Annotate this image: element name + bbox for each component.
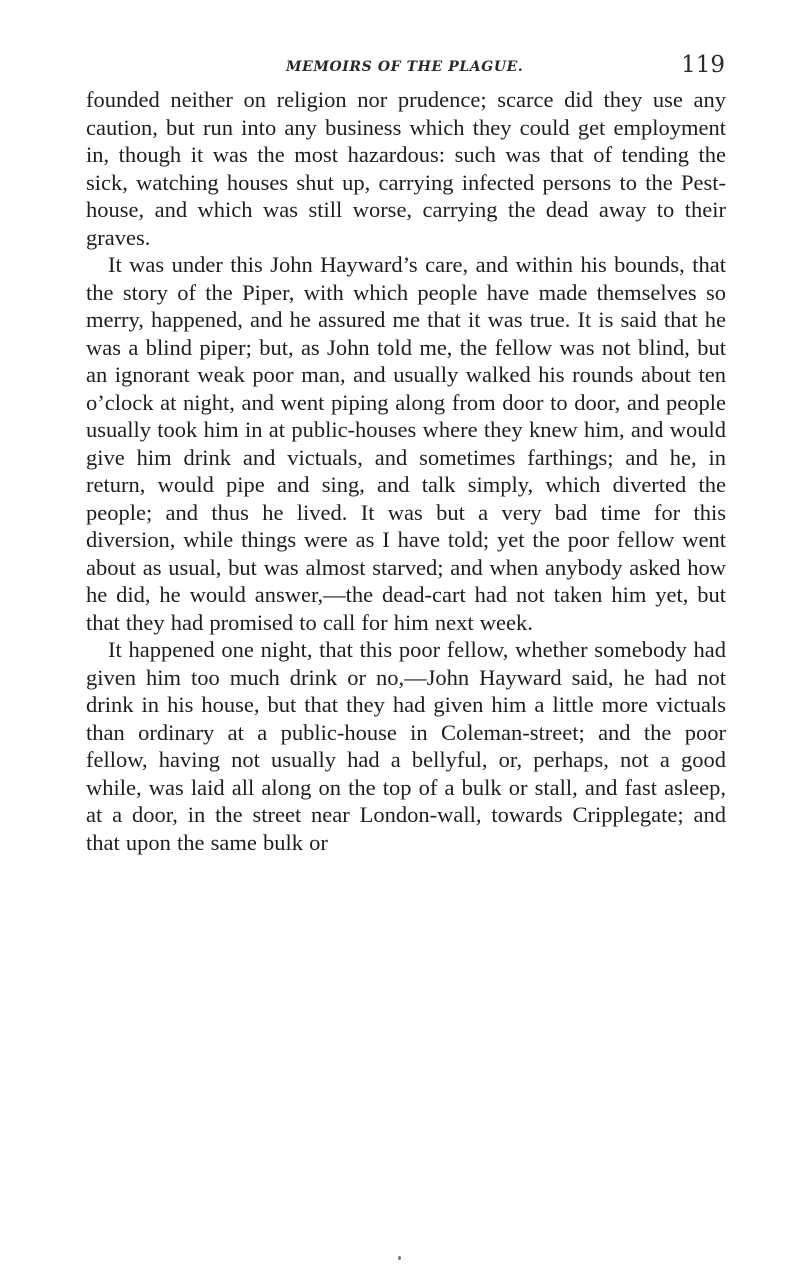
paragraph-1: founded neither on religion nor prudence; scarce did they use any caution, but run into any business which they could get employment in, though it was the most hazardous: such was that of tending the sick, watching houses shut up, carrying infected persons to the Pest-house, and which was still worse, carrying the dead away to their graves.: [86, 87, 726, 250]
page-number: 119: [681, 52, 725, 78]
page-header: [86, 52, 726, 86]
paragraph-2: It was under this John Hayward’s care, and within his bounds, that the story of the Piper, with which people have made themselves so merry, happened, and he assured me that it was true. It is said that he was a blind piper; but, as John told me, the fellow was not blind, but an ignorant weak poor man, and usually walked his rounds about ten o’clock at night, and went piping along from door to door, and people usually took him in at public-houses where they knew him, and would give him drink and victuals, and sometimes farthings; and he, in return, would pipe and sing, and talk simply, which diverted the people; and thus he lived. It was but a very bad time for this diversion, while things were as I have told; yet the poor fellow went about as usual, but was almost starved; and when anybody asked how he did, he would answer,—the dead-cart had not taken him yet, but that they had promised to call for him next week.: [86, 252, 726, 635]
paragraph-3: It happened one night, that this poor fellow, whether somebody had given him too much drink or no,—John Hayward said, he had not drink in his house, but that they had given him a little more victuals than ordinary at a public-house in Coleman-street; and the poor fellow, having not usually had a bellyful, or, perhaps, not a good while, was laid all along on the top of a bulk or stall, and fast asleep, at a door, in the street near London-wall, towards Cripplegate; and that upon the same bulk or: [86, 637, 726, 855]
running-title: MEMOIRS OF THE PLAGUE.: [286, 59, 524, 75]
body-text: [86, 86, 726, 856]
book-page: [86, 52, 726, 856]
paper-speck: [398, 1256, 401, 1260]
